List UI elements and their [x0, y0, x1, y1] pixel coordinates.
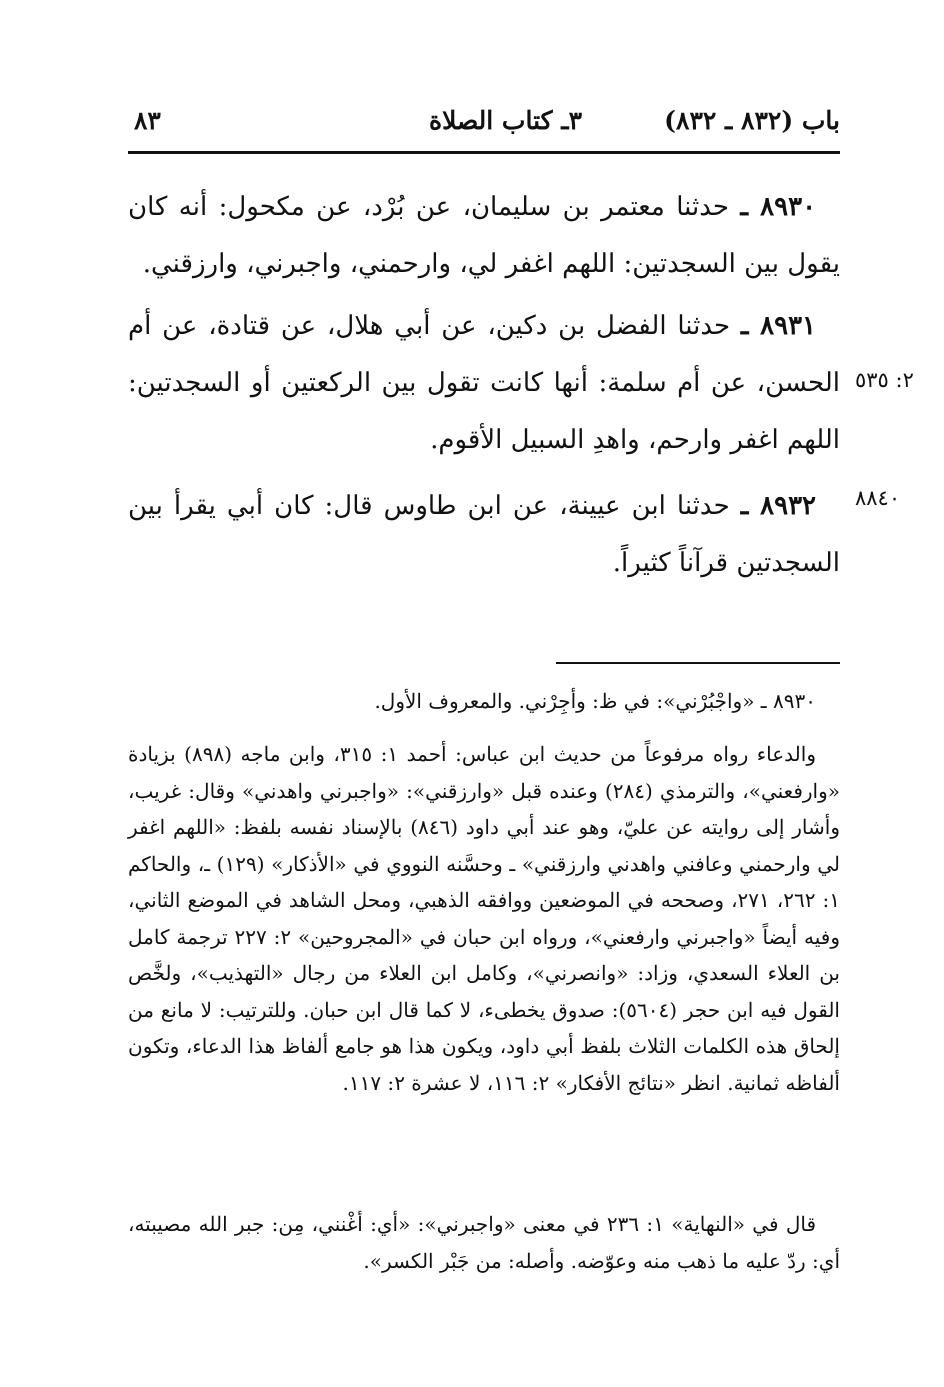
hadith-number: ٨٩٣١ ـ [740, 311, 817, 341]
hadith-number: ٨٩٣٢ ـ [740, 491, 816, 521]
page-number: ٨٣ [134, 106, 161, 135]
footnote-text: ٨٩٣٠ ـ «واجْبُرْني»: في ظ: وأجِرْني. والمعروف الأول. [374, 689, 816, 713]
hadith-text: حدثنا ابن عيينة، عن ابن طاوس قال: كان أبي يقرأ بين السجدتين قرآناً كثيراً. [128, 491, 840, 578]
margin-reference: ٨٨٤٠ [855, 486, 901, 510]
footnote-separator [556, 662, 840, 664]
hadith-8932 [128, 478, 840, 592]
footnote [128, 1206, 840, 1279]
hadith-number: ٨٩٣٠ ـ [740, 192, 817, 222]
hadith-8931 [128, 298, 840, 469]
book-title: ٣ـ كتاب الصلاة [428, 106, 582, 135]
footnote [128, 683, 840, 720]
hadith-text: حدثنا الفضل بن دكين، عن أبي هلال، عن قتادة، عن أم الحسن، عن أم سلمة: أنها كانت تقول بين الركعتين أو السجدتين: اللهم اغفر وارحم، واهدِ السبيل الأقوم. [128, 311, 840, 455]
hadith-text: حدثنا معتمر بن سليمان، عن بُرْد، عن مكحول: أنه كان يقول بين السجدتين: اللهم اغفر لي، وارحمني، واجبرني، وارزقني. [128, 192, 840, 279]
footnote-text: والدعاء رواه مرفوعاً من حديث ابن عباس: أحمد ١: ٣١٥، وابن ماجه (٨٩٨) بزيادة «وارفعني»، والترمذي (٢٨٤) وعنده قبل «وارزقني»: «واجبرني واهدني» وقال: غريب، وأشار إلى روايته عن عليّ، وهو عند أبي داود (٨٤٦) بالإسناد نفسه بلفظ: «اللهم اغفر لي وارحمني وعافني واهدني وارزقني» ـ وحسَّنه النووي في «الأذكار» (١٢٩) ـ، والحاكم ١: ٢٦٢، ٢٧١، وصححه في الموضعين ووافقه الذهبي، ومحل الشاهد في الموضع الثاني، وفيه أيضاً «واجبرني وارفعني»، ورواه ابن حبان في «المجروحين» ٢: ٢٢٧ ترجمة كامل بن العلاء السعدي، وزاد: «وانصرني»، وكامل ابن العلاء من رجال «التهذيب»، ولخَّص القول فيه ابن حجر (٥٦٠٤): صدوق يخطىء، لا كما قال ابن حبان. وللترتيب: لا مانع من إلحاق هذه الكلمات الثلاث بلفظ أبي داود، ويكون هذا هو جامع ألفاظ هذا الدعاء، وتكون ألفاظه ثمانية. انظر «نتائج الأفكار» ٢: ١١٦، لا عشرة ٢: ١١٧. [128, 742, 840, 1095]
running-header [128, 102, 840, 146]
hadith-8930 [128, 179, 840, 293]
header-rule [128, 151, 840, 154]
footnote-text: قال في «النهاية» ١: ٢٣٦ في معنى «واجبرني»: «أي: أغْنني، مِن: جبر الله مصيبته، أي: ردّ عليه ما ذهب منه وعوّضه. وأصله: من جَبْر الكسر». [128, 1212, 840, 1273]
footnote [128, 736, 840, 1101]
chapter-range: باب (٨٣٢ ـ ٨٣٢) [664, 106, 840, 135]
margin-reference: ٢: ٥٣٥ [855, 368, 914, 392]
